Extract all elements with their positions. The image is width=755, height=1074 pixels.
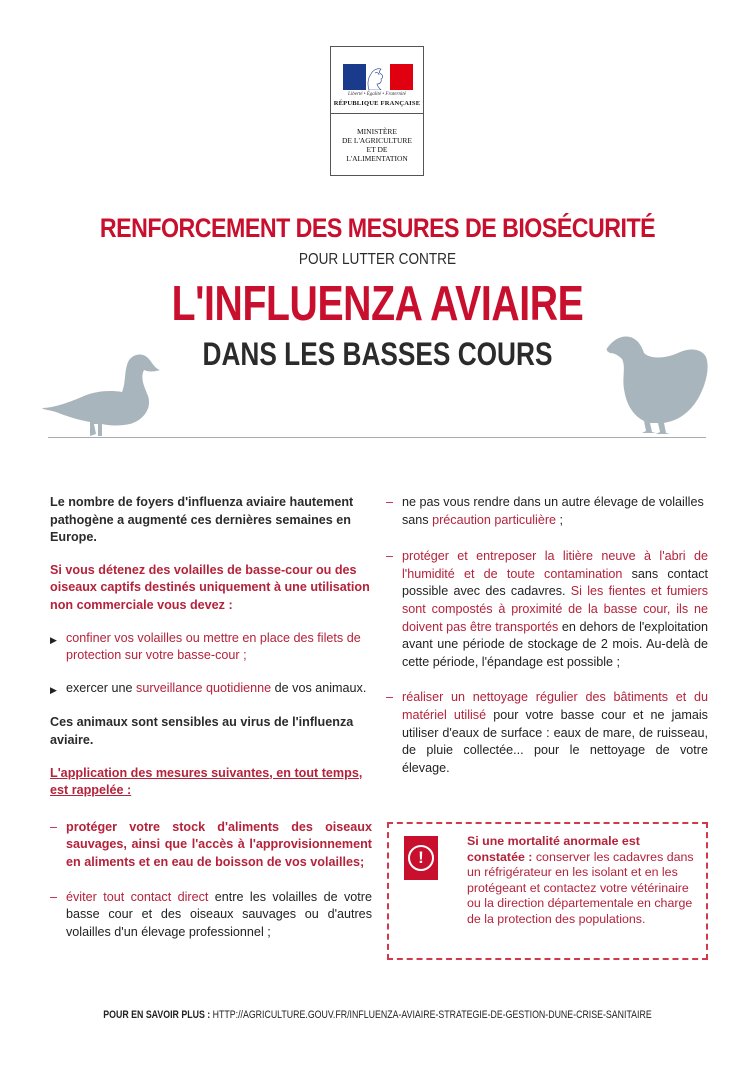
ministry-logo [330,46,424,176]
intro-text: Le nombre de foyers d'influenza aviaire hautement pathogène a augmenté ces dernières semaines en Europe. [50,495,354,545]
bullet-text: exercer une [66,680,137,695]
list-item [50,630,372,665]
republique-francaise-logo [331,47,423,114]
footer [76,1009,680,1021]
triangle-bullet-icon: ▶ [50,684,57,695]
bullet-highlight: surveillance quotidienne [136,680,272,695]
alert-body: conserver les cadavres dans un réfrigérateur en les isolant et en les protégeant et contactez votre vétérinaire ou la direction départementale en charge de la protection des populations. [467,849,694,926]
dash-highlight: Si les fientes et fumiers sont compostés à proximité de la basse cour, ils ne doivent pas être transportés [402,584,708,634]
list-item [50,889,372,942]
list-item [386,548,708,671]
list-item [50,680,372,698]
right-column [386,494,708,792]
dash-bullet-icon: – [50,889,58,904]
title-line-1: RENFORCEMENT DES MESURES DE BIOSÉCURITÉ [99,213,656,243]
dash-text: ; [556,512,564,527]
dash-highlight: réaliser un nettoyage régulier des bâtiments et du matériel utilisé [402,690,708,722]
dash-text: sans contact possible avec des cadavres. [402,566,708,599]
hen-silhouette-icon [604,333,710,437]
ground-line [48,437,706,438]
devise: Liberté • Égalité • Fraternité [348,92,406,97]
ministere-line: DE L'AGRICULTURE [341,136,413,145]
dash-text: protéger votre stock d'aliments des oiseaux sauvages, ainsi que l'accès à l'approvisionnement en aliments et en eau de boisson de vos volailles; [66,819,372,869]
list-item [386,689,708,777]
dash-bullet-icon: – [50,819,58,834]
alert-bold: Si une mortalité anormale est constatée : [467,834,640,864]
dash-highlight: protéger et entreposer la litière neuve à l'abri de l'humidité et de toute contamination [402,549,708,581]
ministere-name [331,127,423,163]
alert-text [467,834,697,928]
triangle-bullet-icon: ▶ [50,634,57,645]
title-line-4: DANS LES BASSES COURS [202,336,553,372]
bullet-text: de vos animaux. [271,680,367,695]
dash-text: entre les volailles de votre basse cour et des oiseaux sauvages ou d'autres volailles d'un élevage professionnel ; [66,889,373,939]
ministere-line: MINISTÈRE [357,127,397,136]
title-line-2: POUR LUTTER CONTRE [298,251,457,268]
duck-silhouette-icon [40,350,165,440]
dash-bullet-icon: – [386,690,394,705]
dash-bullet-icon: – [386,495,394,509]
bullet-text: confiner vos volailles ou mettre en place des filets de protection sur votre basse-cour ; [66,630,361,663]
lead-text: Si vous détenez des volailles de basse-cour ou des oiseaux captifs destinés uniquement à une utilisation non commerciale vous devez : [50,562,370,612]
dash-text: ne pas vous rendre dans un autre élevage de volailles sans [402,495,704,527]
marianne-flag-icon [343,64,413,90]
sensibles-text: Ces animaux sont sensibles au virus de l'influenza aviaire. [50,715,354,747]
rappel-text: L'application des mesures suivantes, en tout temps, est rappelée : [50,765,363,798]
alert-box [387,822,708,960]
dash-text: en dehors de l'exploitation avant une période de stockage de 2 mois. Au-delà de cette période, l'épandage est possible ; [402,619,708,669]
title-line-3: L'INFLUENZA AVIAIRE [171,277,584,331]
dash-bullet-icon: – [386,549,394,564]
ministere-line: ET DE [366,145,388,154]
dash-highlight: précaution particulière [432,512,557,527]
exclamation-icon: ! [404,836,438,880]
dash-highlight: éviter tout contact direct [66,889,209,904]
footer-label: POUR EN SAVOIR PLUS : [103,1009,211,1021]
republique-francaise: RÉPUBLIQUE FRANÇAISE [333,100,421,107]
dash-text: pour votre basse cour et ne jamais utiliser d'eaux de surface : eaux de mare, de ruisseau, de pluie collectée... pour le nettoyage de votre élevage. [402,707,708,775]
list-item [50,819,372,872]
list-item [386,494,708,529]
ministere-line: L'ALIMENTATION [346,154,408,163]
left-column [50,494,372,956]
footer-url[interactable]: HTTP://AGRICULTURE.GOUV.FR/INFLUENZA-AVIAIRE-STRATEGIE-DE-GESTION-DUNE-CRISE-SANITAIRE [212,1009,652,1021]
